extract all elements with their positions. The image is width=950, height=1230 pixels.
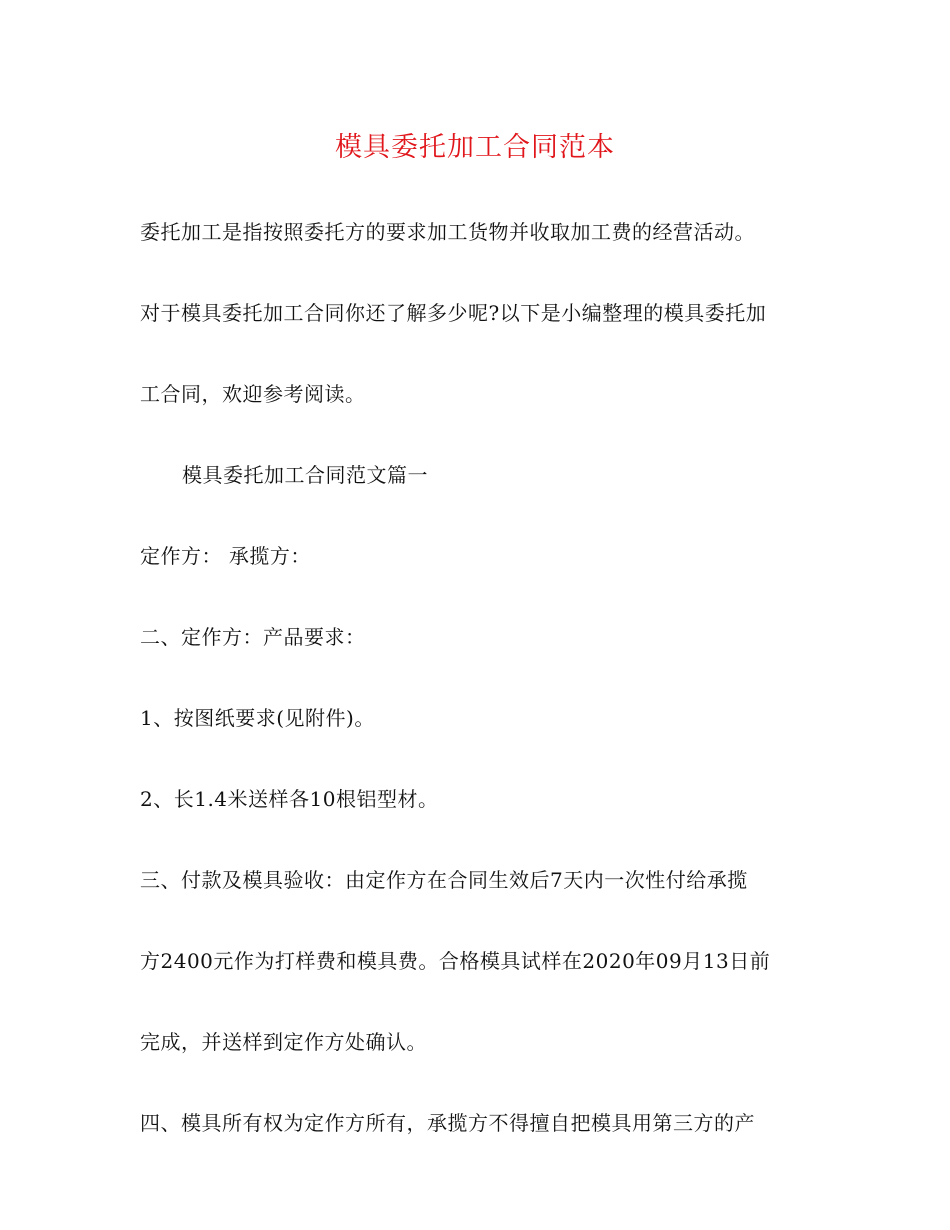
- paragraph-line: 委托加工是指按照委托方的要求加工货物并收取加工费的经营活动。: [140, 220, 755, 244]
- paragraph-line: 定作方： 承揽方：: [140, 544, 311, 568]
- paragraph-line: 2、长1.4米送样各10根铝型材。: [140, 787, 439, 811]
- section-heading: 模具委托加工合同范文篇一: [182, 463, 428, 487]
- paragraph-line: 1、按图纸要求(见附件)。: [140, 706, 375, 730]
- paragraph-line: 完成，并送样到定作方处确认。: [140, 1030, 427, 1054]
- document-body: [140, 212, 820, 1184]
- paragraph-line: 对于模具委托加工合同你还了解多少呢?以下是小编整理的模具委托加: [140, 301, 767, 325]
- paragraph-line: 工合同，欢迎参考阅读。: [140, 382, 366, 406]
- paragraph-line: 方2400元作为打样费和模具费。合格模具试样在2020年09月13日前: [140, 949, 771, 973]
- paragraph-line: 二、定作方：产品要求：: [140, 625, 366, 649]
- paragraph-line: 四、模具所有权为定作方所有，承揽方不得擅自把模具用第三方的产: [140, 1111, 755, 1135]
- paragraph-line: 三、付款及模具验收：由定作方在合同生效后7天内一次性付给承揽: [140, 868, 748, 892]
- document-title: 模具委托加工合同范本: [335, 132, 615, 163]
